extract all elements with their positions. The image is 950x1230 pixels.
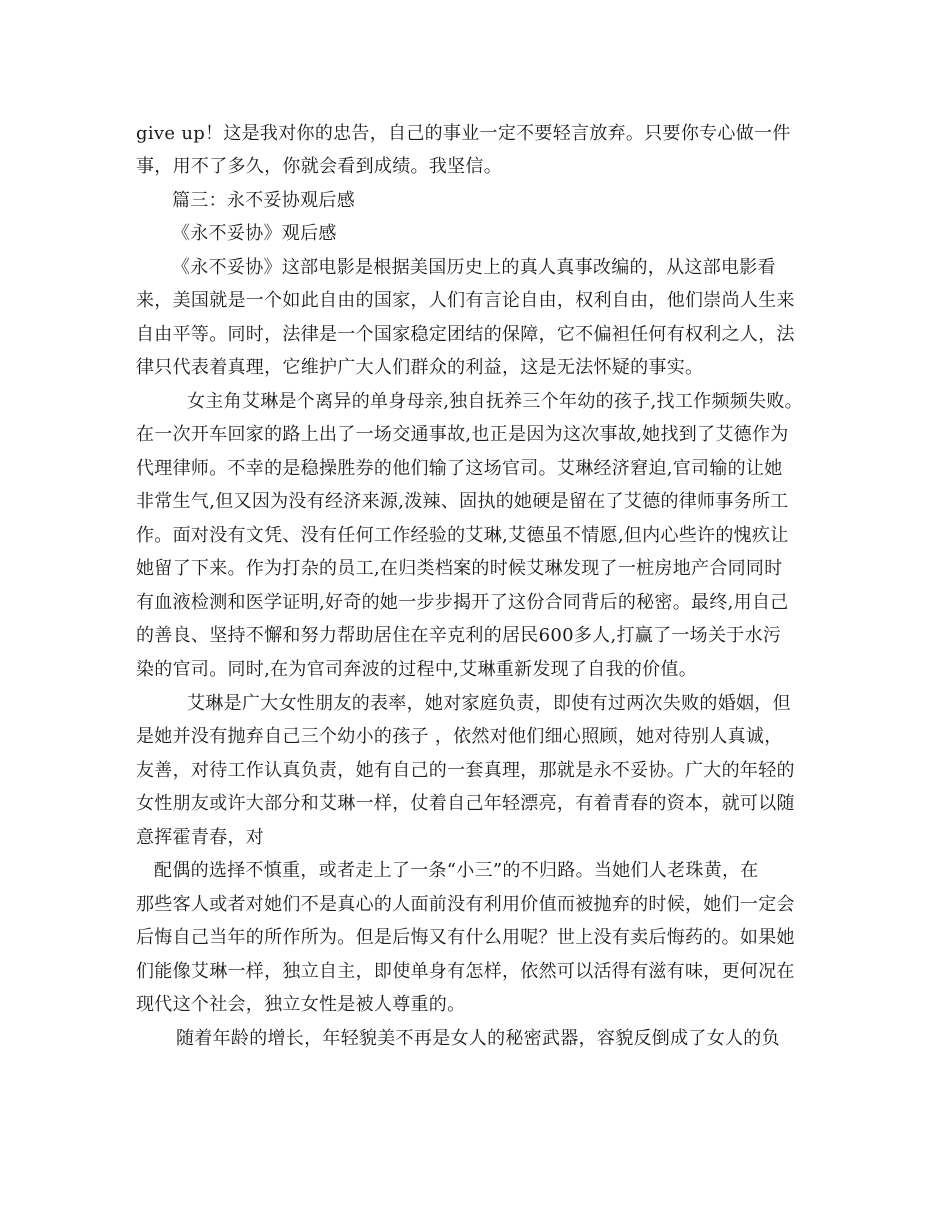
text-line: 代理律师。不幸的是稳操胜券的他们输了这场官司。艾琳经济窘迫,官司输的让她 [136, 458, 783, 479]
article-title: 《永不妥协》观后感 [172, 223, 337, 244]
text-line: 意挥霍青春，对 [136, 827, 265, 848]
text-line: 事，用不了多久，你就会看到成绩。我坚信。 [136, 156, 502, 177]
text-line: 女主角艾琳是个离异的单身母亲,独自抚养三个年幼的孩子,找工作频频失败。 [187, 391, 803, 412]
text-line: give up！这是我对你的忠告，自己的事业一定不要轻言放弃。只要你专心做一件 [136, 123, 791, 144]
text-line: 律只代表着真理，它维护广大人们群众的利益，这是无法怀疑的事实。 [136, 357, 704, 378]
text-line: 现代这个社会，独立女性是被人尊重的。 [136, 994, 466, 1015]
text-line: 们能像艾琳一样，独立自主，即使单身有怎样，依然可以活得有滋有味，更何况在 [136, 961, 795, 982]
text-line: 在一次开车回家的路上出了一场交通事故,也正是因为这次事故,她找到了艾德作为 [136, 424, 789, 445]
text-line: 染的官司。同时,在为官司奔波的过程中,艾琳重新发现了自我的价值。 [136, 659, 698, 680]
text-line: 有血液检测和医学证明,好奇的她一步步揭开了这份合同背后的秘密。最终,用自己 [136, 592, 789, 613]
text-line: 是她并没有抛弃自己三个幼小的孩子 ，依然对他们细心照顾，她对待别人真诚， [136, 726, 783, 747]
text-line: 后悔自己当年的所作所为。但是后悔又有什么用呢？世上没有卖后悔药的。如果她 [136, 927, 795, 948]
text-line: 的善良、坚持不懈和努力帮助居住在辛克利的居民600多人,打赢了一场关于水污 [136, 625, 782, 646]
text-line: 她留了下来。作为打杂的员工,在归类档案的时候艾琳发现了一桩房地产合同同时 [136, 558, 783, 579]
text-line: 配偶的选择不慎重，或者走上了一条“小三”的不归路。当她们人老珠黄，在 [154, 860, 759, 881]
text-line: 艾琳是广大女性朋友的表率，她对家庭负责，即使有过两次失败的婚姻，但 [187, 693, 791, 714]
text-line: 来，美国就是一个如此自由的国家，人们有言论自由，权利自由，他们崇尚人生来 [136, 290, 795, 311]
section-heading: 篇三：永不妥协观后感 [172, 190, 355, 211]
text-line: 作。面对没有文凭、没有任何工作经验的艾琳,艾德虽不情愿,但内心些许的愧疚让 [136, 525, 789, 546]
text-line: 那些客人或者对她们不是真心的人面前没有利用价值而被抛弃的时候，她们一定会 [136, 894, 795, 915]
text-line: 友善，对待工作认真负责，她有自己的一套真理，那就是永不妥协。广大的年轻的 [136, 760, 795, 781]
text-line: 非常生气,但又因为没有经济来源,泼辣、固执的她硬是留在了艾德的律师事务所工 [136, 491, 789, 512]
text-line: 《永不妥协》这部电影是根据美国历史上的真人真事改编的，从这部电影看 [172, 257, 776, 278]
text-line: 自由平等。同时，法律是一个国家稳定团结的保障，它不偏袒任何有权利之人，法 [136, 324, 795, 345]
text-line: 女性朋友或许大部分和艾琳一样，仗着自己年轻漂亮，有着青春的资本，就可以随 [136, 793, 795, 814]
text-line: 随着年龄的增长，年轻貌美不再是女人的秘密武器，容貌反倒成了女人的负 [176, 1028, 780, 1049]
